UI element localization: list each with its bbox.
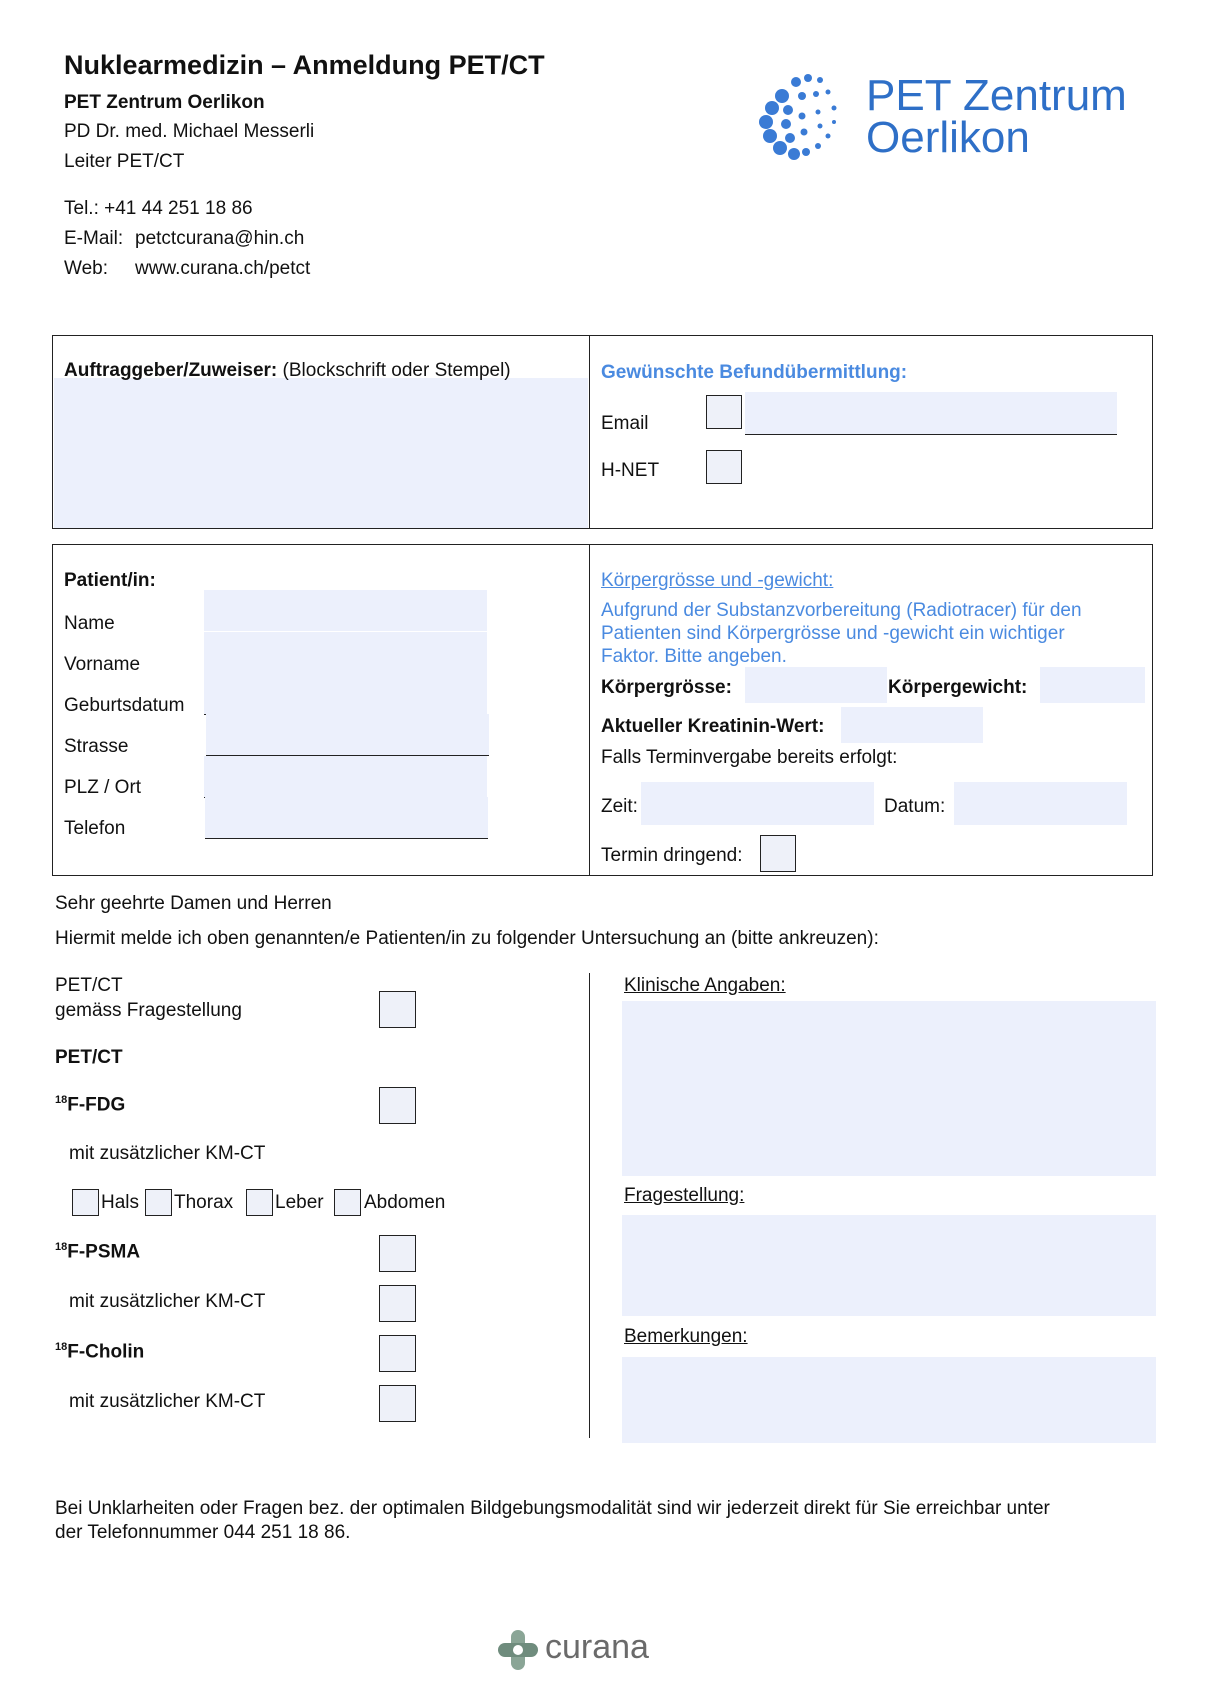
body-info-note-2: Patienten sind Körpergrösse und -gewicht ein wichtiger: [601, 623, 1065, 644]
patient-birthdate-label: Geburtsdatum: [64, 695, 185, 716]
cholin-sup: 18: [55, 1341, 68, 1353]
clinical-label: Klinische Angaben:: [624, 975, 786, 996]
creatinine-input[interactable]: [841, 707, 983, 743]
exam-cholin-checkbox[interactable]: [379, 1335, 416, 1372]
patient-city-label: PLZ / Ort: [64, 777, 142, 798]
fdg-sup: 18: [55, 1094, 68, 1106]
patient-firstname-label: Vorname: [64, 654, 141, 675]
patient-street-input[interactable]: [206, 714, 489, 755]
psma-sup: 18: [55, 1241, 68, 1253]
exam-petct-1-sub: gemäss Fragestellung: [55, 1000, 242, 1021]
body-info-title: Körpergrösse und -gewicht:: [601, 570, 834, 591]
question-input[interactable]: [622, 1215, 1156, 1316]
patient-birthdate-input[interactable]: [204, 673, 487, 714]
urgent-checkbox[interactable]: [760, 835, 796, 872]
remarks-label: Bemerkungen:: [624, 1326, 748, 1347]
creatinine-label: Aktueller Kreatinin-Wert:: [601, 716, 825, 737]
center-name: PET Zentrum Oerlikon: [64, 92, 265, 113]
delivery-email-line: [745, 434, 1117, 435]
footer-line-2: der Telefonnummer 044 251 18 86.: [55, 1522, 351, 1543]
exam-psma-checkbox[interactable]: [379, 1235, 416, 1272]
contact-web[interactable]: www.curana.ch/petct: [135, 258, 311, 279]
greeting: Sehr geehrte Damen und Herren: [55, 893, 332, 914]
doctor-role: Leiter PET/CT: [64, 151, 185, 172]
patient-phone-input[interactable]: [205, 797, 488, 838]
patient-firstname-input[interactable]: [204, 632, 487, 673]
date-label: Datum:: [884, 796, 946, 817]
exam-psma: [55, 1241, 140, 1263]
referrer-label: [64, 360, 511, 382]
cholin-km-label: mit zusätzlicher KM-CT: [69, 1391, 266, 1412]
footer-line-1: Bei Unklarheiten oder Fragen bez. der optimalen Bildgebungsmodalität sind wir jederzeit direkt für Sie erreichbar unter: [55, 1498, 1050, 1519]
delivery-hnet-label: H-NET: [601, 460, 660, 481]
intro-text: Hiermit melde ich oben genannten/e Patienten/in zu folgender Untersuchung an (bitte ankreuzen):: [55, 928, 879, 949]
pet-logo-icon: [752, 66, 847, 171]
urgent-label: Termin dringend:: [601, 845, 743, 866]
psma-km-label: mit zusätzlicher KM-CT: [69, 1291, 266, 1312]
delivery-email-checkbox[interactable]: [706, 395, 742, 429]
patient-phone-line: [205, 838, 488, 839]
region-hals-label: Hals: [101, 1192, 140, 1213]
doctor-name: PD Dr. med. Michael Messerli: [64, 121, 315, 142]
logo-text-line2: Oerlikon: [866, 113, 1030, 162]
psma-label: F-PSMA: [67, 1241, 141, 1263]
contact-email-label: E-Mail:: [64, 228, 124, 249]
appointment-label: Falls Terminvergabe bereits erfolgt:: [601, 747, 898, 768]
time-label: Zeit:: [601, 796, 638, 817]
region-thorax-checkbox[interactable]: [145, 1189, 172, 1216]
exam-petct-1: PET/CT: [55, 975, 123, 996]
referrer-input[interactable]: [54, 378, 588, 528]
patient-name-label: Name: [64, 613, 115, 634]
clinical-input[interactable]: [622, 1001, 1156, 1176]
patient-title: Patient/in:: [64, 570, 156, 591]
page-title: Nuklearmedizin – Anmeldung PET/CT: [64, 50, 545, 80]
height-input[interactable]: [745, 667, 887, 703]
exam-fdg: [55, 1094, 125, 1116]
psma-km-checkbox[interactable]: [379, 1285, 416, 1322]
region-leber-checkbox[interactable]: [246, 1189, 273, 1216]
referrer-label-bold: Auftraggeber/Zuweiser:: [64, 360, 278, 381]
question-label: Fragestellung:: [624, 1185, 745, 1206]
region-abdomen-checkbox[interactable]: [334, 1189, 361, 1216]
contact-web-label: Web:: [64, 258, 109, 279]
exam-petct-1-checkbox[interactable]: [379, 991, 416, 1028]
patient-divider: [589, 544, 590, 876]
patient-city-input[interactable]: [204, 756, 487, 797]
delivery-email-input[interactable]: [745, 392, 1117, 434]
exam-petct-2: PET/CT: [55, 1047, 123, 1068]
exam-cholin: [55, 1341, 144, 1363]
height-label: Körpergrösse:: [601, 677, 732, 698]
fdg-label: F-FDG: [67, 1094, 126, 1116]
weight-label: Körpergewicht:: [888, 677, 1028, 698]
section-divider: [589, 335, 590, 529]
patient-name-input[interactable]: [204, 590, 487, 631]
referrer-hint: (Blockschrift oder Stempel): [282, 360, 511, 381]
curana-logo-text: curana: [545, 1628, 649, 1666]
weight-input[interactable]: [1040, 667, 1145, 703]
region-abdomen-label: Abdomen: [364, 1192, 446, 1213]
cholin-km-checkbox[interactable]: [379, 1385, 416, 1422]
curana-logo-icon: [496, 1628, 540, 1672]
exam-fdg-checkbox[interactable]: [379, 1087, 416, 1124]
remarks-input[interactable]: [622, 1357, 1156, 1443]
fdg-km-label: mit zusätzlicher KM-CT: [69, 1143, 266, 1164]
date-input[interactable]: [954, 782, 1127, 825]
exam-column-divider: [589, 973, 590, 1438]
logo-text-line1: PET Zentrum: [866, 71, 1127, 120]
patient-street-label: Strasse: [64, 736, 129, 757]
delivery-email-label: Email: [601, 413, 649, 434]
region-leber-label: Leber: [275, 1192, 324, 1213]
contact-tel: Tel.: +41 44 251 18 86: [64, 198, 253, 219]
region-hals-checkbox[interactable]: [72, 1189, 99, 1216]
delivery-hnet-checkbox[interactable]: [706, 450, 742, 484]
patient-phone-label: Telefon: [64, 818, 126, 839]
body-info-note-3: Faktor. Bitte angeben.: [601, 646, 787, 667]
body-info-note-1: Aufgrund der Substanzvorbereitung (Radiotracer) für den: [601, 600, 1082, 621]
delivery-title: Gewünschte Befundübermittlung:: [601, 362, 908, 383]
time-input[interactable]: [641, 782, 874, 825]
cholin-label: F-Cholin: [67, 1341, 145, 1363]
contact-email[interactable]: petctcurana@hin.ch: [135, 228, 305, 249]
region-thorax-label: Thorax: [174, 1192, 234, 1213]
